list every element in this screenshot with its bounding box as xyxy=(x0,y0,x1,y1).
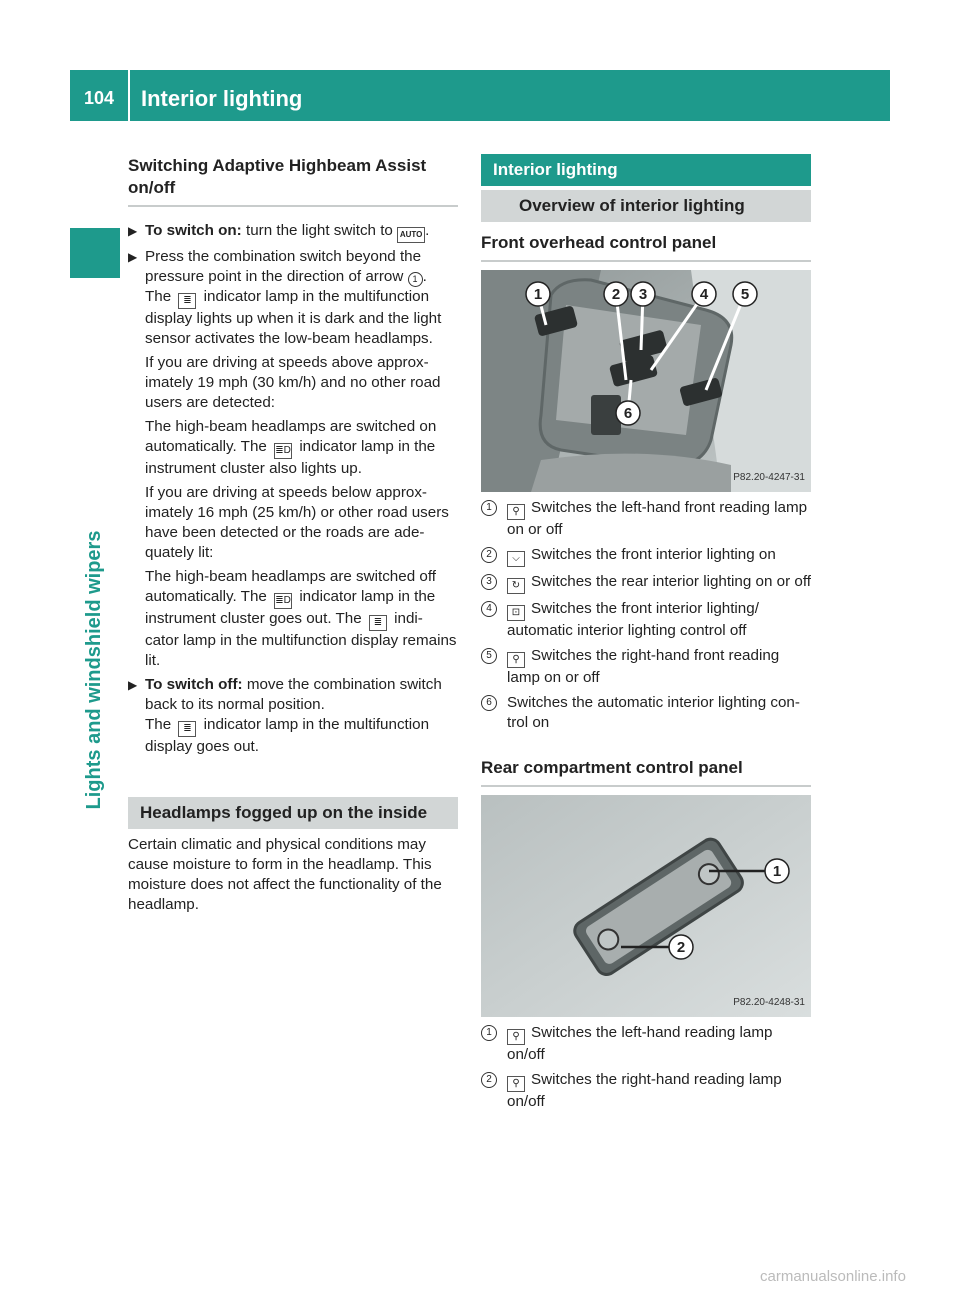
front-panel-photo xyxy=(481,270,811,492)
svg-text:3: 3 xyxy=(638,286,648,303)
svg-text:2: 2 xyxy=(676,939,686,956)
heading-rule xyxy=(481,260,811,262)
reading-lamp-icon: ⚲ xyxy=(507,652,525,668)
front-panel-image xyxy=(481,270,811,492)
page-number: 104 xyxy=(84,88,115,108)
legend-item: 1 ⚲ Switches the left-hand front reading lamp on or off xyxy=(481,498,811,540)
step-switch-on: ▶ To switch on: turn the light switch to AUTO . xyxy=(128,221,458,243)
rear-light-icon: ↻ xyxy=(507,578,525,594)
legend-item: 5 ⚲ Switches the right-hand front reading lamp on or off xyxy=(481,646,811,688)
auto-icon: AUTO xyxy=(397,227,425,243)
svg-text:1: 1 xyxy=(772,863,782,880)
side-tab-block xyxy=(70,228,120,278)
rear-legend xyxy=(481,1023,811,1112)
side-tab-label: Lights and windshield wipers xyxy=(83,530,105,810)
front-image-code: P82.20-4247-31 xyxy=(733,472,805,483)
left-column xyxy=(128,155,458,915)
legend-item: 4 ⊡ Switches the front interior lighting/ automatic interior lighting control off xyxy=(481,599,811,641)
svg-text:6: 6 xyxy=(623,405,633,422)
legend-item: 3 ↻ Switches the rear interior lighting on or off xyxy=(481,572,811,594)
arrow-number: 1 xyxy=(408,272,423,287)
highbeam-assist-icon: ≣ xyxy=(369,615,387,631)
highbeam-assist-icon: ≣ xyxy=(178,721,196,737)
svg-text:5: 5 xyxy=(740,286,750,303)
step-arrow-icon: ▶ xyxy=(128,224,138,238)
step-press: ▶ Press the combination switch beyond the pressure point in the direction of arrow 1 . The ≣ indicator lamp in the multifunction display lights up when it is dark and the light sensor activates the low-beam headlamps. If you are driving at speeds above approx- imately 19 mph (30 km/h) and no other road users are detected: The high-beam headlamps are switched on automatically. The ≣D indicator lamp in the instrument cluster also lights up. If you are driving at speeds below approx- imately 16 mph (25 km/h) or other road users have been detected or the roads are ade- quately lit: The high-beam headlamps are switched off automatically. The ≣D indicator lamp in the instrument cluster goes out. The ≣ indi- cator lamp in the multifunction display remains lit. xyxy=(128,248,457,669)
legend-item: 1 ⚲ Switches the left-hand reading lamp on/off xyxy=(481,1023,811,1065)
header-divider xyxy=(128,70,130,121)
front-light-icon: ⌵ xyxy=(507,551,525,567)
front-legend xyxy=(481,498,811,733)
svg-text:2: 2 xyxy=(611,286,621,303)
legend-item: 6 Switches the automatic interior lighting con- trol on xyxy=(481,693,811,733)
step-arrow-icon: ▶ xyxy=(128,250,138,264)
heading-rule xyxy=(128,205,458,207)
interior-lighting-bar: Interior lighting xyxy=(481,154,811,186)
rear-panel-heading: Rear compartment control panel xyxy=(481,758,743,777)
fog-text: Certain climatic and physical conditions may cause moisture to form in the headlamp. This moisture does not affect the functionality of the headlamp. xyxy=(128,836,442,913)
front-panel-heading: Front overhead control panel xyxy=(481,233,717,252)
fog-heading: Headlamps fogged up on the inside xyxy=(128,797,458,829)
section-title: Interior lighting xyxy=(141,86,303,111)
footer-watermark: carmanualsonline.info xyxy=(760,1268,906,1285)
svg-text:1: 1 xyxy=(533,286,543,303)
rear-image-code: P82.20-4248-31 xyxy=(733,997,805,1008)
overview-subbar: Overview of interior lighting xyxy=(481,190,811,222)
step-switch-off: ▶ To switch off: move the combination switch back to its normal position. The ≣ indicator lamp in the multifunction display goes out. xyxy=(128,676,442,755)
legend-item: 2 ⚲ Switches the right-hand reading lamp on/off xyxy=(481,1070,811,1112)
rear-panel-photo xyxy=(481,795,811,1017)
reading-lamp-icon: ⚲ xyxy=(507,1076,525,1092)
legend-item: 2 ⌵ Switches the front interior lighting on xyxy=(481,545,811,567)
highbeam-icon: ≣D xyxy=(274,443,292,459)
highbeam-icon: ≣D xyxy=(274,593,292,609)
lighting-off-icon: ⊡ xyxy=(507,605,525,621)
svg-text:4: 4 xyxy=(699,286,709,303)
heading-rule xyxy=(481,785,811,787)
rear-panel-image xyxy=(481,795,811,1017)
reading-lamp-icon: ⚲ xyxy=(507,504,525,520)
reading-lamp-icon: ⚲ xyxy=(507,1029,525,1045)
adaptive-highbeam-heading: Switching Adaptive Highbeam Assist on/off xyxy=(128,156,427,197)
highbeam-assist-icon: ≣ xyxy=(178,293,196,309)
right-column xyxy=(481,154,811,1117)
step-arrow-icon: ▶ xyxy=(128,678,138,692)
side-tab xyxy=(83,530,107,810)
